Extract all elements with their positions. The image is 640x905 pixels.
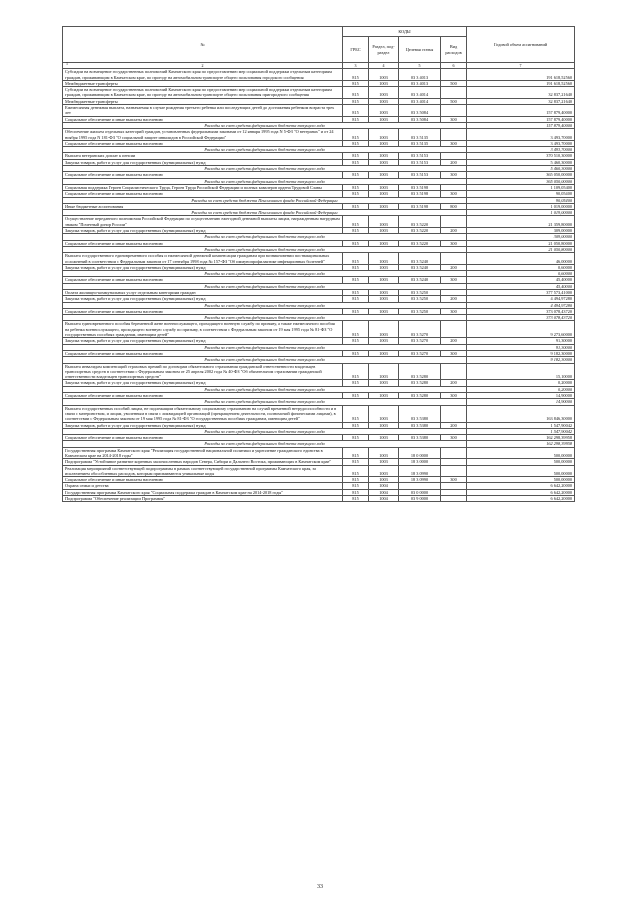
note-amount: 1 547,90042 [467, 428, 575, 434]
row-tsel: 03 3 5084 [399, 105, 441, 117]
row-grbs: 815 [343, 191, 369, 197]
row-amount: 500,00000 [467, 447, 575, 459]
row-tsel: 03 3 5280 [399, 363, 441, 380]
row-vid: 500 [441, 98, 467, 104]
row-amount: 91,30000 [467, 338, 575, 344]
row-description: Социальное обеспечение и иные выплаты населению [63, 435, 343, 441]
note-amount: 4 494,97280 [467, 302, 575, 308]
row-amount: 500,00000 [467, 459, 575, 465]
row-grbs: 815 [343, 483, 369, 489]
funding-note: Расходы за счет средств бюджета Пенсионного фонда Российской Федерации [63, 210, 467, 216]
row-tsel: 03 3 5250 [399, 296, 441, 302]
funding-note: Расходы за счет средств федерального бюджета текущего года [63, 246, 467, 252]
colnum-2: 2 [63, 63, 343, 69]
row-tsel: 03 3 5135 [399, 140, 441, 146]
row-description: Социальное обеспечение и иные выплаты населению [63, 308, 343, 314]
budget-table [62, 26, 575, 502]
funding-note: Расходы за счет средств федерального бюджета текущего года [63, 166, 467, 172]
row-razdel: 1003 [369, 477, 399, 483]
row-grbs: 815 [343, 264, 369, 270]
row-tsel: 03 9 0000 [399, 496, 441, 502]
header-row-codes [63, 27, 575, 37]
row-razdel: 1003 [369, 172, 399, 178]
row-amount: 6 642,20000 [467, 489, 575, 495]
row-amount: 500,00000 [467, 477, 575, 483]
note-amount: 90,05400 [467, 197, 575, 203]
row-razdel: 1003 [369, 405, 399, 422]
row-amount: 309,00000 [467, 228, 575, 234]
row-tsel: 03 3 4014 [399, 98, 441, 104]
row-amount: 6 642,20000 [467, 483, 575, 489]
row-tsel: 03 3 5240 [399, 277, 441, 283]
row-razdel: 1003 [369, 465, 399, 477]
row-grbs: 815 [343, 105, 369, 117]
row-tsel: 03 3 5380 [399, 405, 441, 422]
table-row [63, 105, 575, 117]
note-amount: 162 298,39958 [467, 441, 575, 447]
row-razdel: 1004 [369, 496, 399, 502]
row-razdel: 1003 [369, 98, 399, 104]
row-tsel: 03 3 5220 [399, 228, 441, 234]
row-description: Государственная программа Камчатского края "Социальная поддержка граждан в Камчатском крае на 2014-2018 годы" [63, 489, 343, 495]
funding-note: Расходы за счет средств федерального бюджета текущего года [63, 122, 467, 128]
row-amount: 1 547,90042 [467, 422, 575, 428]
row-amount: 162 298,39958 [467, 435, 575, 441]
note-amount: 309,00000 [467, 234, 575, 240]
row-tsel: 03 3 4013 [399, 80, 441, 86]
row-amount: 46,00000 [467, 253, 575, 265]
row-tsel: 03 3 5135 [399, 129, 441, 141]
row-vid [441, 465, 467, 477]
row-amount: 157 879,40000 [467, 105, 575, 117]
table-row [63, 405, 575, 422]
row-grbs: 815 [343, 435, 369, 441]
row-amount: 1 019,00000 [467, 203, 575, 209]
row-grbs: 815 [343, 338, 369, 344]
row-tsel: 03 3 4013 [399, 69, 441, 81]
row-description: Социальное обеспечение и иные выплаты населению [63, 277, 343, 283]
row-vid: 300 [441, 116, 467, 122]
row-description: Закупка товаров, работ и услуг для государственных (муниципальных) нужд [63, 264, 343, 270]
note-amount: 21 050,80000 [467, 246, 575, 252]
row-amount: 3 493,70000 [467, 129, 575, 141]
row-description: Закупка товаров, работ и услуг для государственных (муниципальных) нужд [63, 296, 343, 302]
row-razdel: 1003 [369, 69, 399, 81]
row-vid: 200 [441, 159, 467, 165]
funding-note: Расходы за счет средств федерального бюджета текущего года [63, 234, 467, 240]
funding-note: Расходы за счет средств федерального бюджета текущего года [63, 178, 467, 184]
row-grbs: 815 [343, 447, 369, 459]
row-amount: 0,60000 [467, 264, 575, 270]
row-grbs: 815 [343, 296, 369, 302]
row-tsel: 03 3 5250 [399, 289, 441, 295]
row-vid: 300 [441, 240, 467, 246]
row-description: Выплата государственного единовременного пособия и ежемесячной денежной компенсации гражданам при возникновении поствакцинальных осложнений в соответствии с Федеральным законом от 17 сентября 1998 года № 157-ФЗ "Об иммунопрофилактике инфекционных болезней" [63, 253, 343, 265]
row-tsel: 18 3 0000 [399, 459, 441, 465]
row-amount: 32 837,21640 [467, 98, 575, 104]
row-razdel: 1003 [369, 393, 399, 399]
row-tsel: 18 3 0990 [399, 477, 441, 483]
page-number: 33 [317, 884, 323, 890]
row-amount: 157 879,40000 [467, 116, 575, 122]
row-amount: 3 493,70000 [467, 140, 575, 146]
row-amount: 32 837,21640 [467, 87, 575, 99]
row-grbs: 815 [343, 350, 369, 356]
colnum-7: 7 [467, 63, 575, 69]
note-amount: 0,60000 [467, 271, 575, 277]
row-amount: 377 573,41000 [467, 289, 575, 295]
row-vid [441, 405, 467, 422]
row-tsel: 03 3 5240 [399, 264, 441, 270]
row-vid [441, 69, 467, 81]
note-amount: 3 493,70000 [467, 147, 575, 153]
row-vid [441, 129, 467, 141]
funding-note: Расходы за счет средств федерального бюджета текущего года [63, 344, 467, 350]
table-row [63, 496, 575, 502]
table-body [63, 69, 575, 502]
funding-note: Расходы за счет средств федерального бюджета текущего года [63, 428, 467, 434]
row-grbs: 815 [343, 80, 369, 86]
row-tsel: 03 3 5270 [399, 338, 441, 344]
row-description: Социальное обеспечение и иные выплаты населению [63, 240, 343, 246]
row-vid [441, 447, 467, 459]
row-grbs: 815 [343, 153, 369, 159]
row-razdel: 1003 [369, 129, 399, 141]
row-vid: 300 [441, 350, 467, 356]
row-tsel: 03 3 5250 [399, 308, 441, 314]
row-amount: 0,20000 [467, 380, 575, 386]
header-amount: Годовой объем ассигнований [467, 27, 575, 63]
table-row [63, 321, 575, 338]
colnum-1: 1 [66, 61, 68, 66]
row-vid: 300 [441, 477, 467, 483]
note-amount: 373 078,43720 [467, 315, 575, 321]
row-vid: 500 [441, 80, 467, 86]
row-vid: 300 [441, 277, 467, 283]
row-tsel: 03 3 4014 [399, 87, 441, 99]
row-amount: 6 642,20000 [467, 496, 575, 502]
row-amount: 45,40000 [467, 277, 575, 283]
row-razdel: 1003 [369, 216, 399, 228]
row-razdel: 1003 [369, 153, 399, 159]
funding-note: Расходы за счет средств федерального бюджета текущего года [63, 271, 467, 277]
row-razdel: 1004 [369, 489, 399, 495]
row-razdel: 1003 [369, 264, 399, 270]
row-grbs: 815 [343, 116, 369, 122]
row-description: Социальное обеспечение и иные выплаты населению [63, 477, 343, 483]
row-razdel: 1003 [369, 277, 399, 283]
row-razdel: 1003 [369, 228, 399, 234]
row-vid [441, 321, 467, 338]
funding-note: Расходы за счет средств федерального бюджета текущего года [63, 147, 467, 153]
row-vid [441, 363, 467, 380]
row-amount: 21 359,80000 [467, 216, 575, 228]
row-tsel: 03 3 5270 [399, 350, 441, 356]
row-description: Выплата ветеранских доплат к пенсии [63, 153, 343, 159]
row-tsel: 03 3 5380 [399, 422, 441, 428]
colnum-4: 4 [369, 63, 399, 69]
table-row [63, 465, 575, 477]
row-grbs: 815 [343, 228, 369, 234]
row-razdel: 1003 [369, 87, 399, 99]
funding-note: Расходы за счет средств федерального бюджета текущего года [63, 441, 467, 447]
note-amount: 9 182,30000 [467, 357, 575, 363]
row-tsel: 03 3 5153 [399, 159, 441, 165]
row-tsel: 03 3 5198 [399, 191, 441, 197]
row-grbs: 815 [343, 422, 369, 428]
row-vid [441, 216, 467, 228]
header-codes: КОДЫ [343, 27, 467, 37]
row-razdel: 1003 [369, 116, 399, 122]
header-tsel: Целевая статья [399, 37, 441, 63]
row-grbs: 815 [343, 496, 369, 502]
colnum-3: 3 [343, 63, 369, 69]
note-amount: 5 460,30000 [467, 166, 575, 172]
row-razdel: 1003 [369, 80, 399, 86]
row-description: Закупка товаров, работ и услуг для государственных (муниципальных) нужд [63, 228, 343, 234]
row-razdel: 1003 [369, 253, 399, 265]
row-description: Выплата инвалидам компенсаций страховых премий по договорам обязательного страхования гражданской ответственности владельцев транспортных средств в соответствии с Федеральным законом от 25 апреля 2002 года № 40-ФЗ "Об обязательном страховании гражданской ответственности владельцев транспортных средств" [63, 363, 343, 380]
row-amount: 14,90000 [467, 393, 575, 399]
row-description: Социальное обеспечение и иные выплаты населению [63, 172, 343, 178]
row-razdel: 1003 [369, 435, 399, 441]
row-amount: 9 182,30000 [467, 350, 575, 356]
table-row [63, 253, 575, 265]
row-description: Обеспечение жильем отдельных категорий граждан, установленных федеральными законами от 12 января 1995 года N 5-ФЗ "О ветеранах" и от 24 ноября 1995 года N 181-ФЗ "О социальной защите инвалидов в Российской Федерации" [63, 129, 343, 141]
note-amount: 365 050,00000 [467, 178, 575, 184]
table-row [63, 363, 575, 380]
row-tsel: 18 0 0000 [399, 447, 441, 459]
row-description: Социальное обеспечение и иные выплаты населению [63, 116, 343, 122]
row-amount: 1 109,05400 [467, 184, 575, 190]
row-description: Закупка товаров, работ и услуг для государственных (муниципальных) нужд [63, 380, 343, 386]
row-description: Закупка товаров, работ и услуг для государственных (муниципальных) нужд [63, 422, 343, 428]
row-razdel: 1003 [369, 203, 399, 209]
row-amount: 370 510,30000 [467, 153, 575, 159]
row-amount: 5 460,30000 [467, 159, 575, 165]
row-description: Социальная поддержка Героев Социалистического Труда, Героев Труда Российской Федерации и полных кавалеров ордена Трудовой Славы [63, 184, 343, 190]
note-amount: 157 879,40000 [467, 122, 575, 128]
row-description: Оплата жилищно-коммунальных услуг отдельным категориям граждан [63, 289, 343, 295]
row-description: Социальное обеспечение и иные выплаты населению [63, 191, 343, 197]
funding-note: Расходы за счет средств федерального бюджета текущего года [63, 357, 467, 363]
row-vid [441, 105, 467, 117]
row-grbs: 815 [343, 277, 369, 283]
table-row [63, 216, 575, 228]
table-row [63, 447, 575, 459]
row-description: Закупка товаров, работ и услуг для государственных (муниципальных) нужд [63, 338, 343, 344]
row-grbs: 815 [343, 477, 369, 483]
row-vid: 300 [441, 172, 467, 178]
header-vid: Вид расходов [441, 37, 467, 63]
row-grbs: 815 [343, 129, 369, 141]
row-grbs: 815 [343, 87, 369, 99]
row-tsel: 03 3 5220 [399, 216, 441, 228]
row-description: Ежемесячная денежная выплата, назначаемая в случае рождения третьего ребенка или последующих детей до достижения ребенком возраста трех лет [63, 105, 343, 117]
row-grbs: 815 [343, 405, 369, 422]
row-grbs: 815 [343, 380, 369, 386]
row-grbs: 815 [343, 393, 369, 399]
row-description: Субсидии на возмещение государственных полномочий Камчатского края по предоставлению мер социальной поддержки отдельным категориям граждан, проживающим в Камчатском крае, по проезду на автомобильном транспорте общего пользования городского сообщения [63, 69, 343, 81]
funding-note: Расходы за счет средств бюджета Пенсионного фонда Российской Федерации [63, 197, 467, 203]
colnum-5: 5 [399, 63, 441, 69]
row-description: Выплата единовременного пособия беременной жене военнослужащего, проходящего военную службу по призыву, а также ежемесячного пособия на ребенка военнослужащего, проходящего военную службу по призыву, в соответствии с Федеральным законом от 19 мая 1995 года № 81-ФЗ "О государственных пособиях гражданам, имеющим детей" [63, 321, 343, 338]
colnum-6: 6 [441, 63, 467, 69]
row-description: Социальное обеспечение и иные выплаты населению [63, 393, 343, 399]
row-amount: 15,10000 [467, 363, 575, 380]
note-amount: 14,90000 [467, 399, 575, 405]
row-vid: 200 [441, 422, 467, 428]
row-description: Закупка товаров, работ и услуг для государственных (муниципальных) нужд [63, 159, 343, 165]
row-description: Подпрограмма "Устойчивое развитие коренных малочисленных народов Севера, Сибири и Дальнего Востока, проживающих в Камчатском крае" [63, 459, 343, 465]
row-description: Осуществление переданного полномочия Российской Федерации по осуществлению ежегодной денежной выплаты лицам, награжденным нагрудным знаком "Почетный донор России" [63, 216, 343, 228]
row-razdel: 1003 [369, 447, 399, 459]
row-description: Реализация мероприятий соответствующей подпрограммы в рамках соответствующей государственной программы Камчатского края, за исключением обособленных расходов, которым присваиваются уникальные коды [63, 465, 343, 477]
row-description: Иные бюджетные ассигнования [63, 203, 343, 209]
row-tsel: 03 3 5240 [399, 253, 441, 265]
funding-note: Расходы за счет средств федерального бюджета текущего года [63, 315, 467, 321]
row-razdel: 1003 [369, 459, 399, 465]
row-grbs: 815 [343, 253, 369, 265]
table-row [63, 129, 575, 141]
row-grbs: 815 [343, 321, 369, 338]
row-tsel: 03 3 5153 [399, 153, 441, 159]
table-row [63, 87, 575, 99]
row-razdel: 1003 [369, 159, 399, 165]
row-description: Межбюджетные трансферты [63, 80, 343, 86]
row-razdel: 1003 [369, 308, 399, 314]
row-tsel: 03 3 5280 [399, 380, 441, 386]
row-razdel: 1003 [369, 191, 399, 197]
row-tsel: 03 3 5198 [399, 203, 441, 209]
row-amount: 373 078,43720 [467, 308, 575, 314]
row-tsel: 03 3 5198 [399, 184, 441, 190]
row-vid: 200 [441, 338, 467, 344]
row-vid: 300 [441, 393, 467, 399]
note-amount: 0,20000 [467, 386, 575, 392]
row-amount: 191 618,52560 [467, 69, 575, 81]
row-grbs: 815 [343, 159, 369, 165]
row-razdel: 1003 [369, 422, 399, 428]
row-grbs: 815 [343, 216, 369, 228]
row-grbs: 815 [343, 465, 369, 477]
row-amount: 4 494,97280 [467, 296, 575, 302]
row-razdel: 1003 [369, 105, 399, 117]
row-grbs: 815 [343, 459, 369, 465]
row-vid [441, 496, 467, 502]
row-razdel: 1004 [369, 483, 399, 489]
row-grbs: 815 [343, 203, 369, 209]
row-description: Социальное обеспечение и иные выплаты населению [63, 350, 343, 356]
note-amount: 45,40000 [467, 283, 575, 289]
row-tsel: 03 3 5380 [399, 435, 441, 441]
row-tsel: 03 0 0000 [399, 489, 441, 495]
row-vid: 200 [441, 264, 467, 270]
row-vid: 300 [441, 435, 467, 441]
row-grbs: 815 [343, 172, 369, 178]
row-description: Охрана семьи и детства [63, 483, 343, 489]
row-tsel: 03 3 5270 [399, 321, 441, 338]
row-razdel: 1003 [369, 140, 399, 146]
row-razdel: 1003 [369, 240, 399, 246]
row-razdel: 1003 [369, 321, 399, 338]
row-vid: 200 [441, 296, 467, 302]
row-amount: 365 050,00000 [467, 172, 575, 178]
row-vid: 300 [441, 308, 467, 314]
row-razdel: 1003 [369, 363, 399, 380]
row-amount: 163 846,30000 [467, 405, 575, 422]
row-vid [441, 87, 467, 99]
row-grbs: 815 [343, 98, 369, 104]
row-razdel: 1003 [369, 350, 399, 356]
row-razdel: 1003 [369, 296, 399, 302]
row-razdel: 1003 [369, 184, 399, 190]
funding-note: Расходы за счет средств федерального бюджета текущего года [63, 399, 467, 405]
row-amount: 9 273,60000 [467, 321, 575, 338]
header-number: № [63, 27, 343, 63]
row-grbs: 815 [343, 184, 369, 190]
note-amount: 1 019,00000 [467, 210, 575, 216]
row-grbs: 815 [343, 69, 369, 81]
row-vid: 200 [441, 228, 467, 234]
row-description: Государственная программа Камчатского края "Реализация государственной национальной политики и укрепление гражданского единства в Камчатском крае на 2014-2018 годы" [63, 447, 343, 459]
row-vid: 800 [441, 203, 467, 209]
document-page [62, 26, 574, 502]
row-grbs: 815 [343, 289, 369, 295]
header-grbs: ГРБС [343, 37, 369, 63]
row-razdel: 1003 [369, 380, 399, 386]
row-description: Социальное обеспечение и иные выплаты населению [63, 140, 343, 146]
row-vid: 300 [441, 140, 467, 146]
row-grbs: 815 [343, 140, 369, 146]
funding-note: Расходы за счет средств федерального бюджета текущего года [63, 283, 467, 289]
row-description: Выплата государственных пособий лицам, не подлежащим обязательному социальному страхованию на случай временной нетрудоспособности и в связи с материнством, и лицам, уволенным в связи с ликвидацией организаций (прекращением деятельности, полномочий физическими лицами), в соответствии с Федеральным законом от 19 мая 1995 года № 81-ФЗ "О государственных пособиях гражданам, имеющим детей" [63, 405, 343, 422]
row-amount: 191 618,52560 [467, 80, 575, 86]
header-razdel: Раздел, под-раздел [369, 37, 399, 63]
row-amount: 90,05400 [467, 191, 575, 197]
row-tsel: 03 3 5220 [399, 240, 441, 246]
row-grbs: 815 [343, 489, 369, 495]
row-tsel: 18 3 0990 [399, 465, 441, 477]
row-grbs: 815 [343, 308, 369, 314]
funding-note: Расходы за счет средств федерального бюджета текущего года [63, 302, 467, 308]
row-vid: 300 [441, 191, 467, 197]
funding-note: Расходы за счет средств федерального бюджета текущего года [63, 386, 467, 392]
row-description: Субсидии на возмещение государственных полномочий Камчатского края по предоставлению мер социальной поддержки отдельным категориям граждан, проживающим в Камчатском крае, по проезду на автомобильном транспорте общего пользования пригородного сообщения [63, 87, 343, 99]
table-row [63, 69, 575, 81]
row-razdel: 1003 [369, 338, 399, 344]
row-tsel: 03 3 5153 [399, 172, 441, 178]
row-razdel: 1003 [369, 289, 399, 295]
row-tsel: 03 3 5084 [399, 116, 441, 122]
row-grbs: 815 [343, 240, 369, 246]
row-description: Межбюджетные трансферты [63, 98, 343, 104]
note-amount: 91,30000 [467, 344, 575, 350]
row-amount: 500,00000 [467, 465, 575, 477]
row-vid: 200 [441, 380, 467, 386]
row-vid [441, 253, 467, 265]
row-tsel: 03 3 5280 [399, 393, 441, 399]
row-grbs: 815 [343, 363, 369, 380]
row-amount: 21 050,80000 [467, 240, 575, 246]
row-description: Подпрограмма "Обеспечение реализации Программы" [63, 496, 343, 502]
